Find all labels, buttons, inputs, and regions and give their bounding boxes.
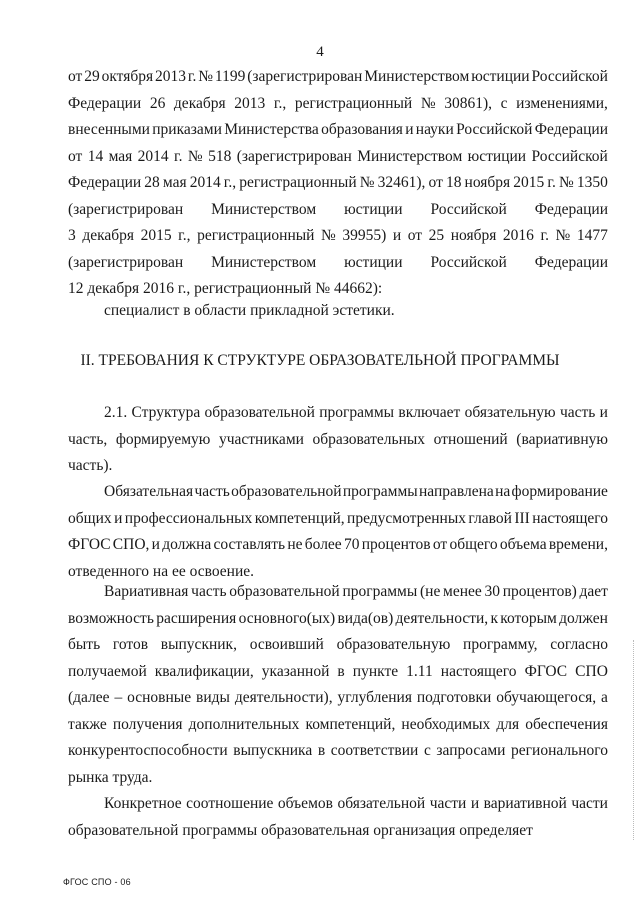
word: регистрационный — [239, 174, 357, 191]
word: 1199 — [214, 68, 246, 85]
paragraph-variative-part — [68, 579, 608, 791]
word: Структура — [131, 404, 201, 421]
word: г. — [540, 227, 549, 244]
word: (зарегистрирован — [68, 200, 184, 218]
paragraph-mandatory-part — [68, 479, 608, 585]
text-line — [68, 64, 608, 91]
word: юстиции — [471, 68, 530, 85]
word: образования — [321, 121, 403, 138]
word: (зарегистрирован — [68, 253, 184, 271]
word: г. — [547, 174, 556, 191]
word: от — [432, 536, 448, 553]
word: общего — [449, 536, 498, 553]
word: 1.11 — [406, 662, 433, 680]
word: согласно — [550, 636, 608, 653]
word: настоящего — [440, 662, 517, 680]
word: соотношение — [186, 795, 274, 812]
word: изменениями, — [516, 94, 608, 112]
word: 29 — [84, 68, 100, 85]
word: конкурентоспособности — [68, 742, 228, 759]
word: подготовки — [416, 689, 492, 706]
word: Конкретное — [104, 795, 182, 812]
word: направлена — [418, 483, 494, 500]
word: программы — [342, 583, 418, 600]
word: октября — [101, 68, 154, 85]
word: должен — [559, 609, 608, 627]
word: (далее — [68, 689, 110, 706]
word: регистрационный — [294, 94, 413, 112]
word: общих — [68, 509, 112, 527]
word: № — [555, 227, 571, 244]
word: вариативной — [483, 795, 567, 812]
word: (зарегистрирован — [236, 147, 352, 165]
word: юстиции — [467, 147, 527, 165]
word: времени, — [548, 536, 608, 553]
text-line — [68, 250, 608, 277]
word: Министерством — [211, 253, 317, 271]
text-line — [68, 579, 608, 606]
word: Российской — [531, 147, 608, 165]
text-line — [68, 144, 608, 171]
word: указанной — [261, 662, 330, 680]
word: Федерации — [534, 200, 608, 218]
word: вида(ов) — [337, 609, 394, 627]
word: образовательных — [312, 430, 426, 448]
word: № — [420, 94, 436, 112]
word: Министерством — [357, 147, 463, 165]
page-number: 4 — [316, 44, 324, 60]
text-line — [68, 170, 608, 197]
word: (вариативную — [516, 430, 608, 448]
word: 39955) — [342, 227, 387, 244]
word: получения — [112, 715, 183, 733]
word: Федерации — [534, 121, 608, 138]
word: 2016 — [502, 227, 534, 244]
word: Министерством — [364, 68, 470, 85]
word: настоящего — [532, 509, 608, 527]
word: обучающегося, — [496, 689, 597, 706]
word: регионального — [511, 742, 608, 759]
word: Российской — [531, 68, 608, 85]
word: профессиональных — [124, 509, 253, 527]
word: 70 — [343, 536, 360, 553]
word: мая — [108, 147, 133, 165]
word: формирование — [511, 483, 608, 500]
word: компетенций, — [305, 715, 396, 733]
word: Вариативная — [104, 583, 189, 600]
word: а — [601, 689, 608, 706]
word: г., — [178, 227, 191, 244]
word: (зарегистрирован — [247, 68, 363, 85]
word: № — [558, 174, 574, 191]
word: № — [187, 147, 203, 165]
word: также — [68, 715, 107, 733]
word: пункте — [352, 662, 399, 680]
word: готов — [112, 636, 149, 653]
text-line — [68, 91, 608, 118]
word: часть — [194, 483, 230, 500]
word: Российской — [430, 253, 507, 271]
word: г., — [223, 174, 237, 191]
word: дает — [579, 583, 608, 600]
word: Федерации — [68, 94, 142, 112]
word: на — [495, 483, 511, 500]
word: в — [317, 742, 326, 759]
text-line — [68, 738, 608, 765]
text-line — [68, 791, 608, 818]
word: процентов) — [502, 583, 577, 600]
word: 2013 — [234, 94, 266, 112]
word: часть, — [68, 430, 108, 448]
word: более — [304, 536, 342, 553]
text-line — [68, 659, 608, 686]
word: регистрационный — [197, 227, 315, 244]
word: и — [114, 509, 123, 527]
word: и — [151, 536, 160, 553]
word: 32461), — [377, 174, 426, 191]
footer-document-code: ФГОС СПО - 06 — [63, 877, 131, 887]
text-line — [68, 479, 608, 506]
word: 30861), — [444, 94, 493, 112]
text-line — [68, 506, 608, 533]
word: объемов — [277, 795, 333, 812]
word: приказами — [152, 121, 222, 138]
word: соответствии — [330, 742, 419, 759]
word: составлять — [213, 536, 286, 553]
text-line — [68, 400, 608, 427]
text-line: часть). — [68, 457, 113, 474]
word: 2014 — [137, 147, 169, 165]
word: возможность — [68, 609, 154, 627]
word: должна — [162, 536, 212, 553]
word: от — [68, 68, 83, 85]
word: 1477 — [576, 227, 608, 244]
word: от — [407, 227, 423, 244]
word: № — [359, 174, 375, 191]
text-line — [68, 117, 608, 144]
word: СПО, — [112, 536, 150, 553]
word: 18 — [445, 174, 462, 191]
word: от — [428, 174, 443, 191]
word: III — [514, 509, 530, 527]
word: программы — [342, 483, 418, 500]
qualification-paragraph — [68, 298, 608, 325]
word: 518 — [208, 147, 232, 165]
word: ноября — [464, 174, 511, 191]
word: от — [68, 147, 83, 165]
word: быть — [68, 636, 101, 653]
intro-paragraph — [68, 64, 608, 303]
text-line — [68, 685, 608, 712]
word: предусмотренных — [347, 509, 466, 527]
paragraph-ratio — [68, 791, 608, 844]
word: программу, — [463, 636, 538, 653]
word: внесенными — [68, 121, 150, 138]
word: № — [321, 227, 336, 244]
scan-artifact-line — [632, 640, 634, 840]
word: ноября — [450, 227, 497, 244]
word: 2013 — [155, 68, 186, 85]
word: квалификации, — [154, 662, 254, 680]
word: 2014 — [189, 174, 221, 191]
word: образовательную — [336, 636, 451, 653]
word: виды — [196, 689, 230, 706]
word: – — [114, 689, 123, 706]
text-line — [68, 532, 608, 559]
word: и — [599, 404, 608, 421]
word: и — [470, 795, 480, 812]
text-line: образовательной программы образовательная организация определяет — [68, 821, 533, 839]
word: части — [571, 795, 608, 812]
qualification-line: специалист в области прикладной эстетики. — [104, 302, 395, 319]
text-line-content: 12 декабря 2016 г., регистрационный № 44662): — [68, 280, 383, 297]
word: науки — [415, 121, 454, 138]
text-line — [68, 606, 608, 633]
word: выпускника — [233, 742, 313, 759]
word: к — [490, 609, 498, 627]
text-line — [68, 223, 608, 250]
word: Российской — [430, 200, 507, 218]
word: ФГОС — [68, 536, 111, 553]
word: 14 — [87, 147, 104, 165]
word: объема — [499, 536, 547, 553]
word: процентов — [361, 536, 431, 553]
word: 2.1. — [104, 404, 128, 421]
word: № — [198, 68, 214, 85]
word: 30 — [484, 583, 501, 600]
word: обеспечения — [525, 715, 608, 733]
word: 2015 — [140, 227, 172, 244]
word: часть — [559, 404, 596, 421]
word: получаемой — [68, 662, 147, 680]
text-line: отведенного на ее освоение. — [68, 562, 254, 580]
word: которым — [500, 609, 557, 627]
word: 3 — [68, 227, 76, 244]
word: Министерства — [224, 121, 319, 138]
word: участниками — [218, 430, 304, 448]
text-line — [68, 712, 608, 739]
word: основные — [127, 689, 192, 706]
word: декабря — [82, 227, 135, 244]
word: образовательной — [204, 404, 315, 421]
word: (не — [419, 583, 441, 600]
word: г. — [174, 147, 183, 165]
word: часть — [191, 583, 227, 600]
word: г., — [273, 94, 287, 112]
word: деятельности, — [395, 609, 489, 627]
word: 26 — [149, 94, 166, 112]
word: 1350 — [576, 174, 608, 191]
word: СПО — [575, 662, 608, 680]
word: Обязательная — [104, 483, 194, 500]
word: декабря — [173, 94, 226, 112]
word: необходимых — [401, 715, 491, 733]
word: юстиции — [344, 200, 403, 218]
word: с — [423, 742, 431, 759]
word: в — [337, 662, 345, 680]
word: части — [429, 795, 467, 812]
word: 2015 — [513, 174, 545, 191]
word: с — [500, 94, 508, 112]
word: образовательной — [231, 483, 342, 500]
text-line — [68, 197, 608, 224]
word: г. — [187, 68, 197, 85]
word: формируемую — [115, 430, 211, 448]
word: отношений — [433, 430, 508, 448]
word: Федерации — [68, 174, 142, 191]
word: Федерации — [534, 253, 608, 271]
word: запросами — [436, 742, 506, 759]
word: углубления — [337, 689, 412, 706]
word: и — [392, 227, 402, 244]
word: обязательной — [337, 795, 426, 812]
word: юстиции — [344, 253, 403, 271]
text-line: рынка труда. — [68, 768, 153, 786]
section-heading: II. ТРЕБОВАНИЯ К СТРУКТУРЕ ОБРАЗОВАТЕЛЬНОЙ ПРОГРАММЫ — [80, 352, 560, 369]
word: 25 — [428, 227, 445, 244]
word: программы — [319, 404, 395, 421]
word: освоивший — [249, 636, 324, 653]
word: мая — [162, 174, 187, 191]
word: Российской — [456, 121, 533, 138]
paragraph-2-1 — [68, 400, 608, 480]
word: не — [287, 536, 303, 553]
word: образовательной — [229, 583, 340, 600]
word: главой — [468, 509, 512, 527]
word: для — [496, 715, 520, 733]
word: выпускник, — [160, 636, 237, 653]
text-line — [68, 632, 608, 659]
word: ФГОС — [524, 662, 568, 680]
word: обязательную — [464, 404, 556, 421]
word: деятельности), — [234, 689, 333, 706]
word: 28 — [144, 174, 160, 191]
word: менее — [443, 583, 482, 600]
word: компетенций, — [254, 509, 345, 527]
text-line — [68, 427, 608, 454]
word: Министерством — [211, 200, 317, 218]
word: и — [405, 121, 414, 138]
word: дополнительных — [188, 715, 300, 733]
word: включает — [398, 404, 461, 421]
word: основного(ых) — [238, 609, 336, 627]
word: расширения — [156, 609, 237, 627]
